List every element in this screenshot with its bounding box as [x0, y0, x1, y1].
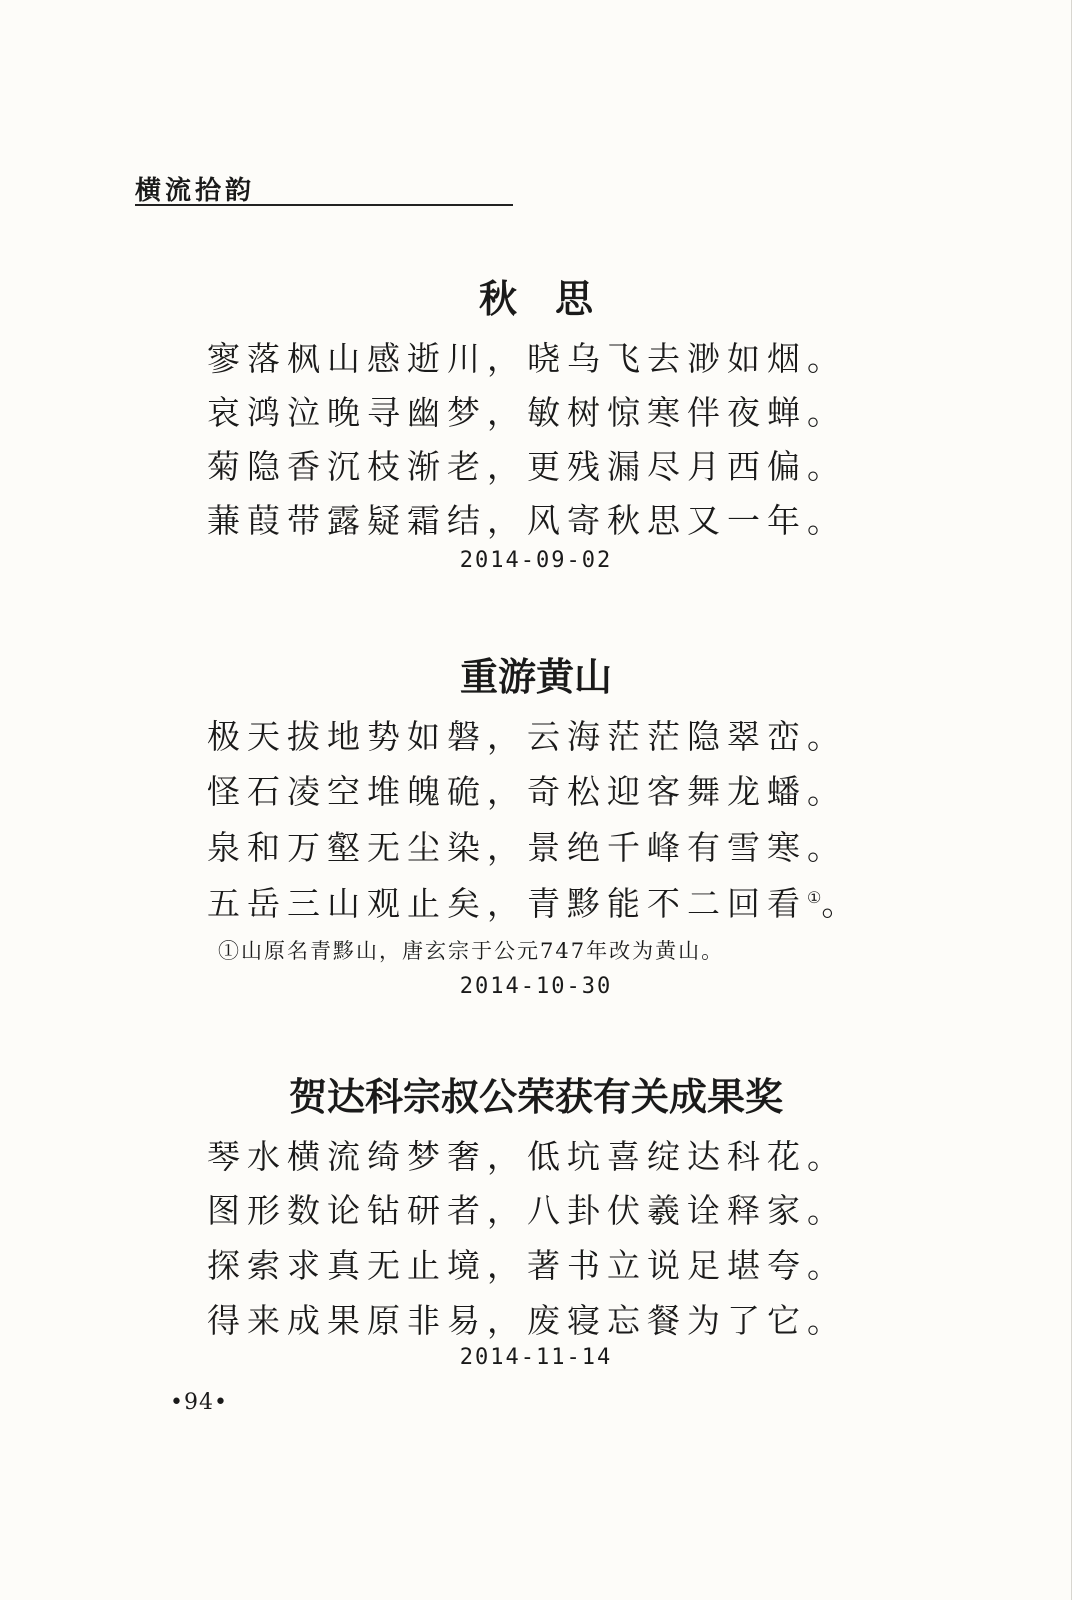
- poem-line: 菊隐香沉枝渐老，更残漏尽月西偏。: [207, 447, 847, 486]
- header-rule: [135, 204, 513, 206]
- poem-line: 哀鸿泣晚寻幽梦，敏树惊寒伴夜蝉。: [207, 393, 847, 432]
- poem-line: 探索求真无止境，著书立说足堪夸。: [207, 1246, 847, 1285]
- poem-line: 得来成果原非易，废寝忘餐为了它。: [207, 1301, 847, 1340]
- page-number: •94•: [170, 1390, 228, 1415]
- poem-line: 极天拔地势如磐，云海茫茫隐翠峦。: [207, 717, 847, 756]
- poem-title: 秋 思: [478, 276, 593, 321]
- poem-title: 贺达科宗叔公荣获有关成果奖: [288, 1074, 783, 1119]
- poem-line-with-footnote: [207, 878, 927, 925]
- poem-line: 琴水横流绮梦奢，低坑喜绽达科花。: [207, 1137, 847, 1176]
- poem-line: 寥落枫山感逝川，晓乌飞去渺如烟。: [207, 339, 847, 378]
- line-end-punctuation: 。: [821, 884, 862, 923]
- poem-title: 重游黄山: [459, 654, 612, 699]
- poem-line: 泉和万壑无尘染，景绝千峰有雪寒。: [207, 828, 847, 867]
- footnote: ①山原名青黟山，唐玄宗于公元747年改为黄山。: [218, 939, 725, 963]
- poem-date: 2014-11-14: [459, 1345, 613, 1370]
- poem-line: 蒹葭带露疑霜结，风寄秋思又一年。: [207, 501, 847, 540]
- poem-date: 2014-10-30: [459, 974, 613, 999]
- running-header: 横流拾韵: [135, 176, 256, 206]
- footnote-marker: ①: [807, 888, 822, 907]
- poem-line-text: 五岳三山观止矣，青黟能不二回看: [207, 884, 807, 923]
- poem-line: 图形数论钻研者，八卦伏羲诠释家。: [207, 1191, 847, 1230]
- poem-line: 怪石凌空堆魄硊，奇松迎客舞龙蟠。: [207, 772, 847, 811]
- poem-date: 2014-09-02: [459, 548, 613, 573]
